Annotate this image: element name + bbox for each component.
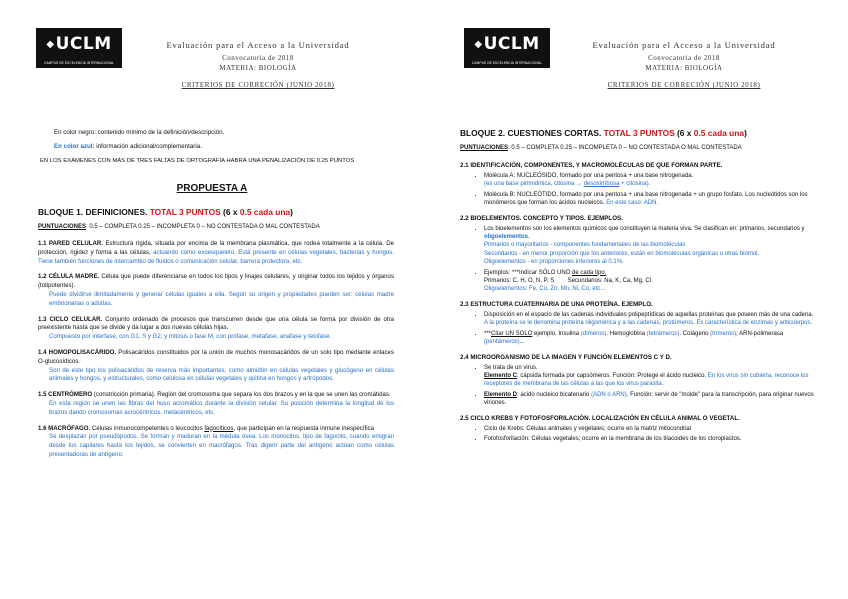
list-item: • Disposición en el espacio de las cadenas individuales polipeptídicas de aquellas proteínas que poseen más de una cadena. A la proteína se le denomina proteína oligomérica y a las cadenas, protómeros. Es característica de enzimas y anticuerpos. bbox=[484, 311, 820, 328]
header-criterios: CRITERIOS DE CORRECIÓN (JUNIO 2018) bbox=[607, 81, 761, 89]
answer-list bbox=[460, 311, 820, 347]
answer-list bbox=[460, 225, 820, 294]
diamond-icon: ◆ bbox=[474, 39, 483, 50]
header-criterios: CRITERIOS DE CORRECIÓN (JUNIO 2018) bbox=[181, 81, 335, 89]
list-item: • Molécula B: NUCLEÓTIDO, formado por una pentosa + una base nitrogenada + un grupo fosfato. Los nucleótidos son los monómeros que forman los ácidos nucleicos. En este caso: ADN. bbox=[484, 191, 820, 208]
question-title: 2.3 ESTRUCTURA CUATERNARIA DE UNA PROTEÍNA. EJEMPLO. bbox=[460, 300, 653, 308]
question-title: 2.5 CICLO KREBS Y FOTOFOSFORILACIÓN. LOCALIZACIÓN EN CÉLULA ANIMAL O VEGETAL. bbox=[460, 414, 740, 422]
header-convocatoria: Convocatoria de 2018 bbox=[222, 54, 294, 62]
list-item: • Ejemplos: ***Indicar SÓLO UNO de cada tipo. Primarios: C, H, O, N, P, S Secundarios: Na, K, Ca, Mg, Cl Oligoelementos: Fe, Cu, Zn, Mn, Ni, Co, etc... bbox=[484, 269, 820, 294]
header-materia: MATERIA: BIOLOGÍA bbox=[219, 64, 297, 72]
definition-item: 1.4 HOMOPOLISACÁRIDO. Polisacáridos constituidos por la unión de muchos monosacáridos de un solo tipo mediante enlaces O-glucosídicos. Son de este tipo los polisacáridos de reserva más importantes, como almidón en células vegetales y glucógeno en células animales y hongos, y estructurales, como celulosa en células vegetales y quitina en hongos y artrópodos. bbox=[38, 348, 394, 383]
uclm-logo bbox=[36, 28, 122, 68]
document-header bbox=[574, 40, 794, 90]
answer-list bbox=[460, 425, 820, 444]
header-title: Evaluación para el Acceso a la Universidad bbox=[592, 40, 776, 50]
list-item: • Los bioelementos son los elementos químicos que constituyen la materia viva. Se clasifican en: primarios, secundarios y oligoelementos. Primarios o mayoritarios - componentes fundamentales de las biomoléculas Secundarios - en menor proporción que los anteriores, están en biomoléculas orgánicas u otras biomol. Oligoelementos - en proporciones inferiores al 0.1%. bbox=[484, 225, 820, 267]
uclm-logo bbox=[464, 28, 550, 68]
header-materia: MATERIA: BIOLOGÍA bbox=[645, 64, 723, 72]
list-item: • Fotofosforilación: Células vegetales; ocurre en la membrana de los tilacoides de los cloroplastos. bbox=[484, 435, 820, 443]
block2-scoring: PUNTUACIONES: 0.5 – COMPLETA 0.25 – INCOMPLETA 0 – NO CONTESTADA O MAL CONTESTADA bbox=[460, 145, 742, 151]
block1-section bbox=[38, 206, 394, 467]
legend-penalty: EN LOS EXÁMENES CON MÁS DE TRES FALTAS DE ORTOGRAFÍA HABRÁ UNA PENALIZACIÓN DE 0.25 PUNTOS bbox=[40, 158, 355, 164]
list-item: • Ciclo de Krebs: Células animales y vegetales; ocurre en la matriz mitocondrial bbox=[484, 425, 820, 433]
logo-subtitle: CAMPUS DE EXCELENCIA INTERNACIONAL bbox=[472, 61, 542, 65]
definition-item: 1.3 CICLO CELULAR. Conjunto ordenado de procesos que transcurren desde que una célula se forma por división de otra preexistente hasta que se divide y da lugar a dos nuevas células hijas. Compuesto por interfase, con G1, S y G2, y mitosis o fase M, con profase, metafase, anafase y telofase. bbox=[38, 315, 394, 341]
list-item: • Se trata de un virus. Elemento C: cápsida formada por capsómeros. Función: Protege el ácido nucleico. En los virus sin cubierta, reconoce los receptores de membrana de las células a las que los virus parasita. bbox=[484, 364, 820, 389]
list-item: • Elemento D: ácido nucleico bicatenario (ADN o ARN). Función: servir de "molde" para la transcripción, para originar nuevos viriones. bbox=[484, 391, 820, 408]
answer-list bbox=[460, 364, 820, 408]
answer-list bbox=[460, 172, 820, 208]
legend-black: En color negro: contenido mínimo de la definición/descripción. bbox=[54, 129, 225, 136]
block2-section bbox=[460, 127, 820, 445]
definition-item: 1.2 CÉLULA MADRE. Célula que puede diferenciarse en todos los tipos y linajes celulares, y originar todos los tejidos y órganos (totipotentes). Puede dividirse ilimitadamente y generar células iguales a ella. Según su origen y propiedades pueden ser: células madre embrionarias o adultas. bbox=[38, 273, 394, 307]
color-legend bbox=[40, 126, 384, 168]
definition-item: 1.6 MACRÓFAGO. Células inmunocompetentes o leucocitos fagocíticos, que participan en la respuesta inmune inespecífica Se desplazan por pseudópodos. Se forman y maduran en la médula ósea. Los monocitos, tipo de fagocito, cuando emigran desde los capilares hasta los tejidos, se convierten en macrófagos. Tras digerir parte del antígeno actúan como células presentadoras de antígeno. bbox=[38, 424, 394, 458]
legend-blue: En color azul: información adicional/complementaria. bbox=[54, 143, 202, 150]
header-convocatoria: Convocatoria de 2018 bbox=[648, 54, 720, 62]
header-title: Evaluación para el Acceso a la Universidad bbox=[166, 40, 350, 50]
block1-title: BLOQUE 1. DEFINICIONES. TOTAL 3 PUNTOS (6 x 0.5 cada una) bbox=[38, 207, 293, 217]
diamond-icon: ◆ bbox=[46, 39, 55, 50]
list-item: • ***Citar UN SOLO ejemplo. Insulina (dímeros). Hemoglobina (tetrámeros). Colágeno (trímeros); ARN-polimerasa (pentámeros)... bbox=[484, 330, 820, 347]
page-right bbox=[424, 0, 848, 599]
block1-scoring: PUNTUACIONES: 0.5 – COMPLETA 0.25 – INCOMPLETA 0 – NO CONTESTADA O MAL CONTESTADA bbox=[38, 224, 320, 230]
logo-text: UCLM bbox=[483, 34, 540, 54]
question-title: 2.4 MICROORGANISMO DE LA IMAGEN Y FUNCIÓN ELEMENTOS C Y D. bbox=[460, 353, 672, 361]
logo-text: UCLM bbox=[55, 34, 112, 54]
question-title: 2.2 BIOELEMENTOS. CONCEPTO Y TIPOS. EJEMPLOS. bbox=[460, 214, 623, 222]
list-item: • Molécula A: NUCLEÓSIDO, formado por una pentosa + una base nitrogenada. (es una base pirimidínica, citosina → desoxirribosa + citosina). bbox=[484, 172, 820, 189]
logo-subtitle: CAMPUS DE EXCELENCIA INTERNACIONAL bbox=[44, 61, 114, 65]
block2-title: BLOQUE 2. CUESTIONES CORTAS. TOTAL 3 PUNTOS (6 x 0.5 cada una) bbox=[460, 128, 747, 138]
question-title: 2.1 IDENTIFICACIÓN, COMPONENTES, Y MACROMOLÉCULAS DE QUE FORMAN PARTE. bbox=[460, 162, 723, 169]
proposal-title: PROPUESTA A bbox=[176, 183, 248, 194]
definition-item: 1.5 CENTRÓMERO (constricción primaria). Región del cromosoma que separa los dos brazos y en la que se unen las cromátidas. En esta región se unen las fibras del huso acromático durante la división celular. Su posición determina la longitud de los brazos dando cromosomas acrocéntricos, metacéntricos, etc. bbox=[38, 391, 394, 416]
definition-item: 1.1 PARED CELULAR. Estructura rígida, situada por encima de la membrana plasmática, que rodea totalmente a la célula. De protección, rigidez y forma a las células, actuando como exoesqueleto. Está presente en células vegetales, bacterias y hongos. Tiene también funciones de intercambio de fluidos o comunicación celular, barrera protectora, etc. bbox=[38, 240, 394, 265]
document-header bbox=[148, 40, 368, 90]
